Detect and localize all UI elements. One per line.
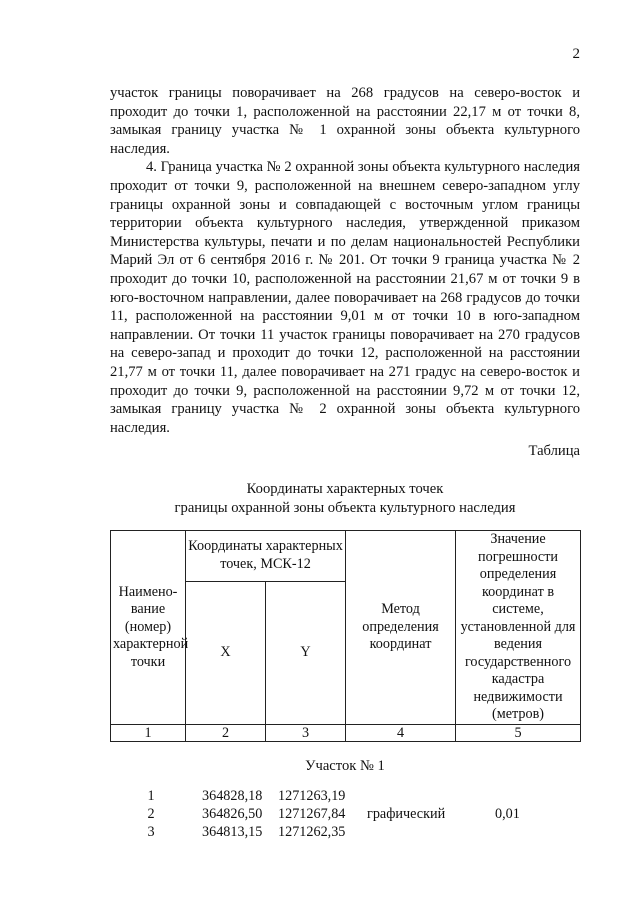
table-label: Таблица: [528, 443, 580, 459]
point-x: 364813,15: [202, 824, 263, 840]
header-point-name: Наимено-вание (номер) характерной точки: [111, 531, 186, 725]
section-title: Участок № 1: [305, 758, 385, 774]
column-number: 1: [111, 724, 186, 741]
point-number: 2: [147, 806, 155, 822]
header-coordinates: Координаты характерных точек, МСК-12: [186, 531, 346, 582]
point-number: 3: [147, 824, 155, 840]
point-y: 1271262,35: [278, 824, 346, 840]
column-number: 3: [266, 724, 346, 741]
column-number: 4: [346, 724, 456, 741]
table-row: [110, 806, 580, 824]
header-error: Значение погрешности определения координат в системе, установленной для ведения государственного кадастра недвижимости (метров): [456, 531, 581, 725]
point-number: 1: [147, 788, 155, 804]
point-method: графический: [367, 806, 446, 822]
column-number: 2: [186, 724, 266, 741]
point-x: 364826,50: [202, 806, 263, 822]
page-number: 2: [572, 46, 580, 62]
table-row: [110, 788, 580, 806]
paragraph-continuation: участок границы поворачивает на 268 градусов на северо-восток и проходит до точки 1, расположенной на расстоянии 22,17 м от точки 8, замыкая границу участка № 1 охранной зоны объекта культурного наследия.: [110, 85, 580, 157]
column-number: 5: [456, 724, 581, 741]
paragraph-section-4: 4. Граница участка № 2 охранной зоны объекта культурного наследия проходит от точки 9, расположенной на внешнем северо-западном углу границы охранной зоны и совпадающей с восточным углом границы территории объекта культурного наследия, утвержденной приказом Министерства культуры, печати и по делам национальностей Республики Марий Эл от 6 сентября 2016 г. № 201. От точки 9 граница участка № 2 проходит до точки 10, расположенной на расстоянии 21,67 м от точки 9 в юго-восточном направлении, далее поворачивает на 268 градусов до точки 11, расположенной на расстоянии 9,01 м от точки 10 в юго-западном направлении. От точки 11 участок границы поворачивает на 270 градусов на северо-запад и проходит до точки 12, расположенной на расстоянии 21,77 м от точки 11, далее поворачивает на 271 градус на северо-восток и проходит до точки 9, расположенной на расстоянии 9,72 м от точки 12, замыкая границу участка № 2 охранной зоны объекта культурного наследия.: [110, 159, 580, 436]
header-method: Метод определения координат: [346, 531, 456, 725]
header-y: Y: [266, 581, 346, 724]
coordinates-table-header: [110, 530, 581, 742]
table-title-line-1: Координаты характерных точек: [246, 481, 444, 497]
point-x: 364828,18: [202, 788, 263, 804]
body-text: [110, 84, 580, 437]
point-error: 0,01: [495, 806, 520, 822]
header-x: X: [186, 581, 266, 724]
table-title-line-2: границы охранной зоны объекта культурного наследия: [174, 499, 516, 516]
table-row: [110, 824, 580, 842]
table-title: [110, 480, 580, 517]
coordinates-data: [110, 788, 580, 842]
point-y: 1271267,84: [278, 806, 346, 822]
point-y: 1271263,19: [278, 788, 346, 804]
